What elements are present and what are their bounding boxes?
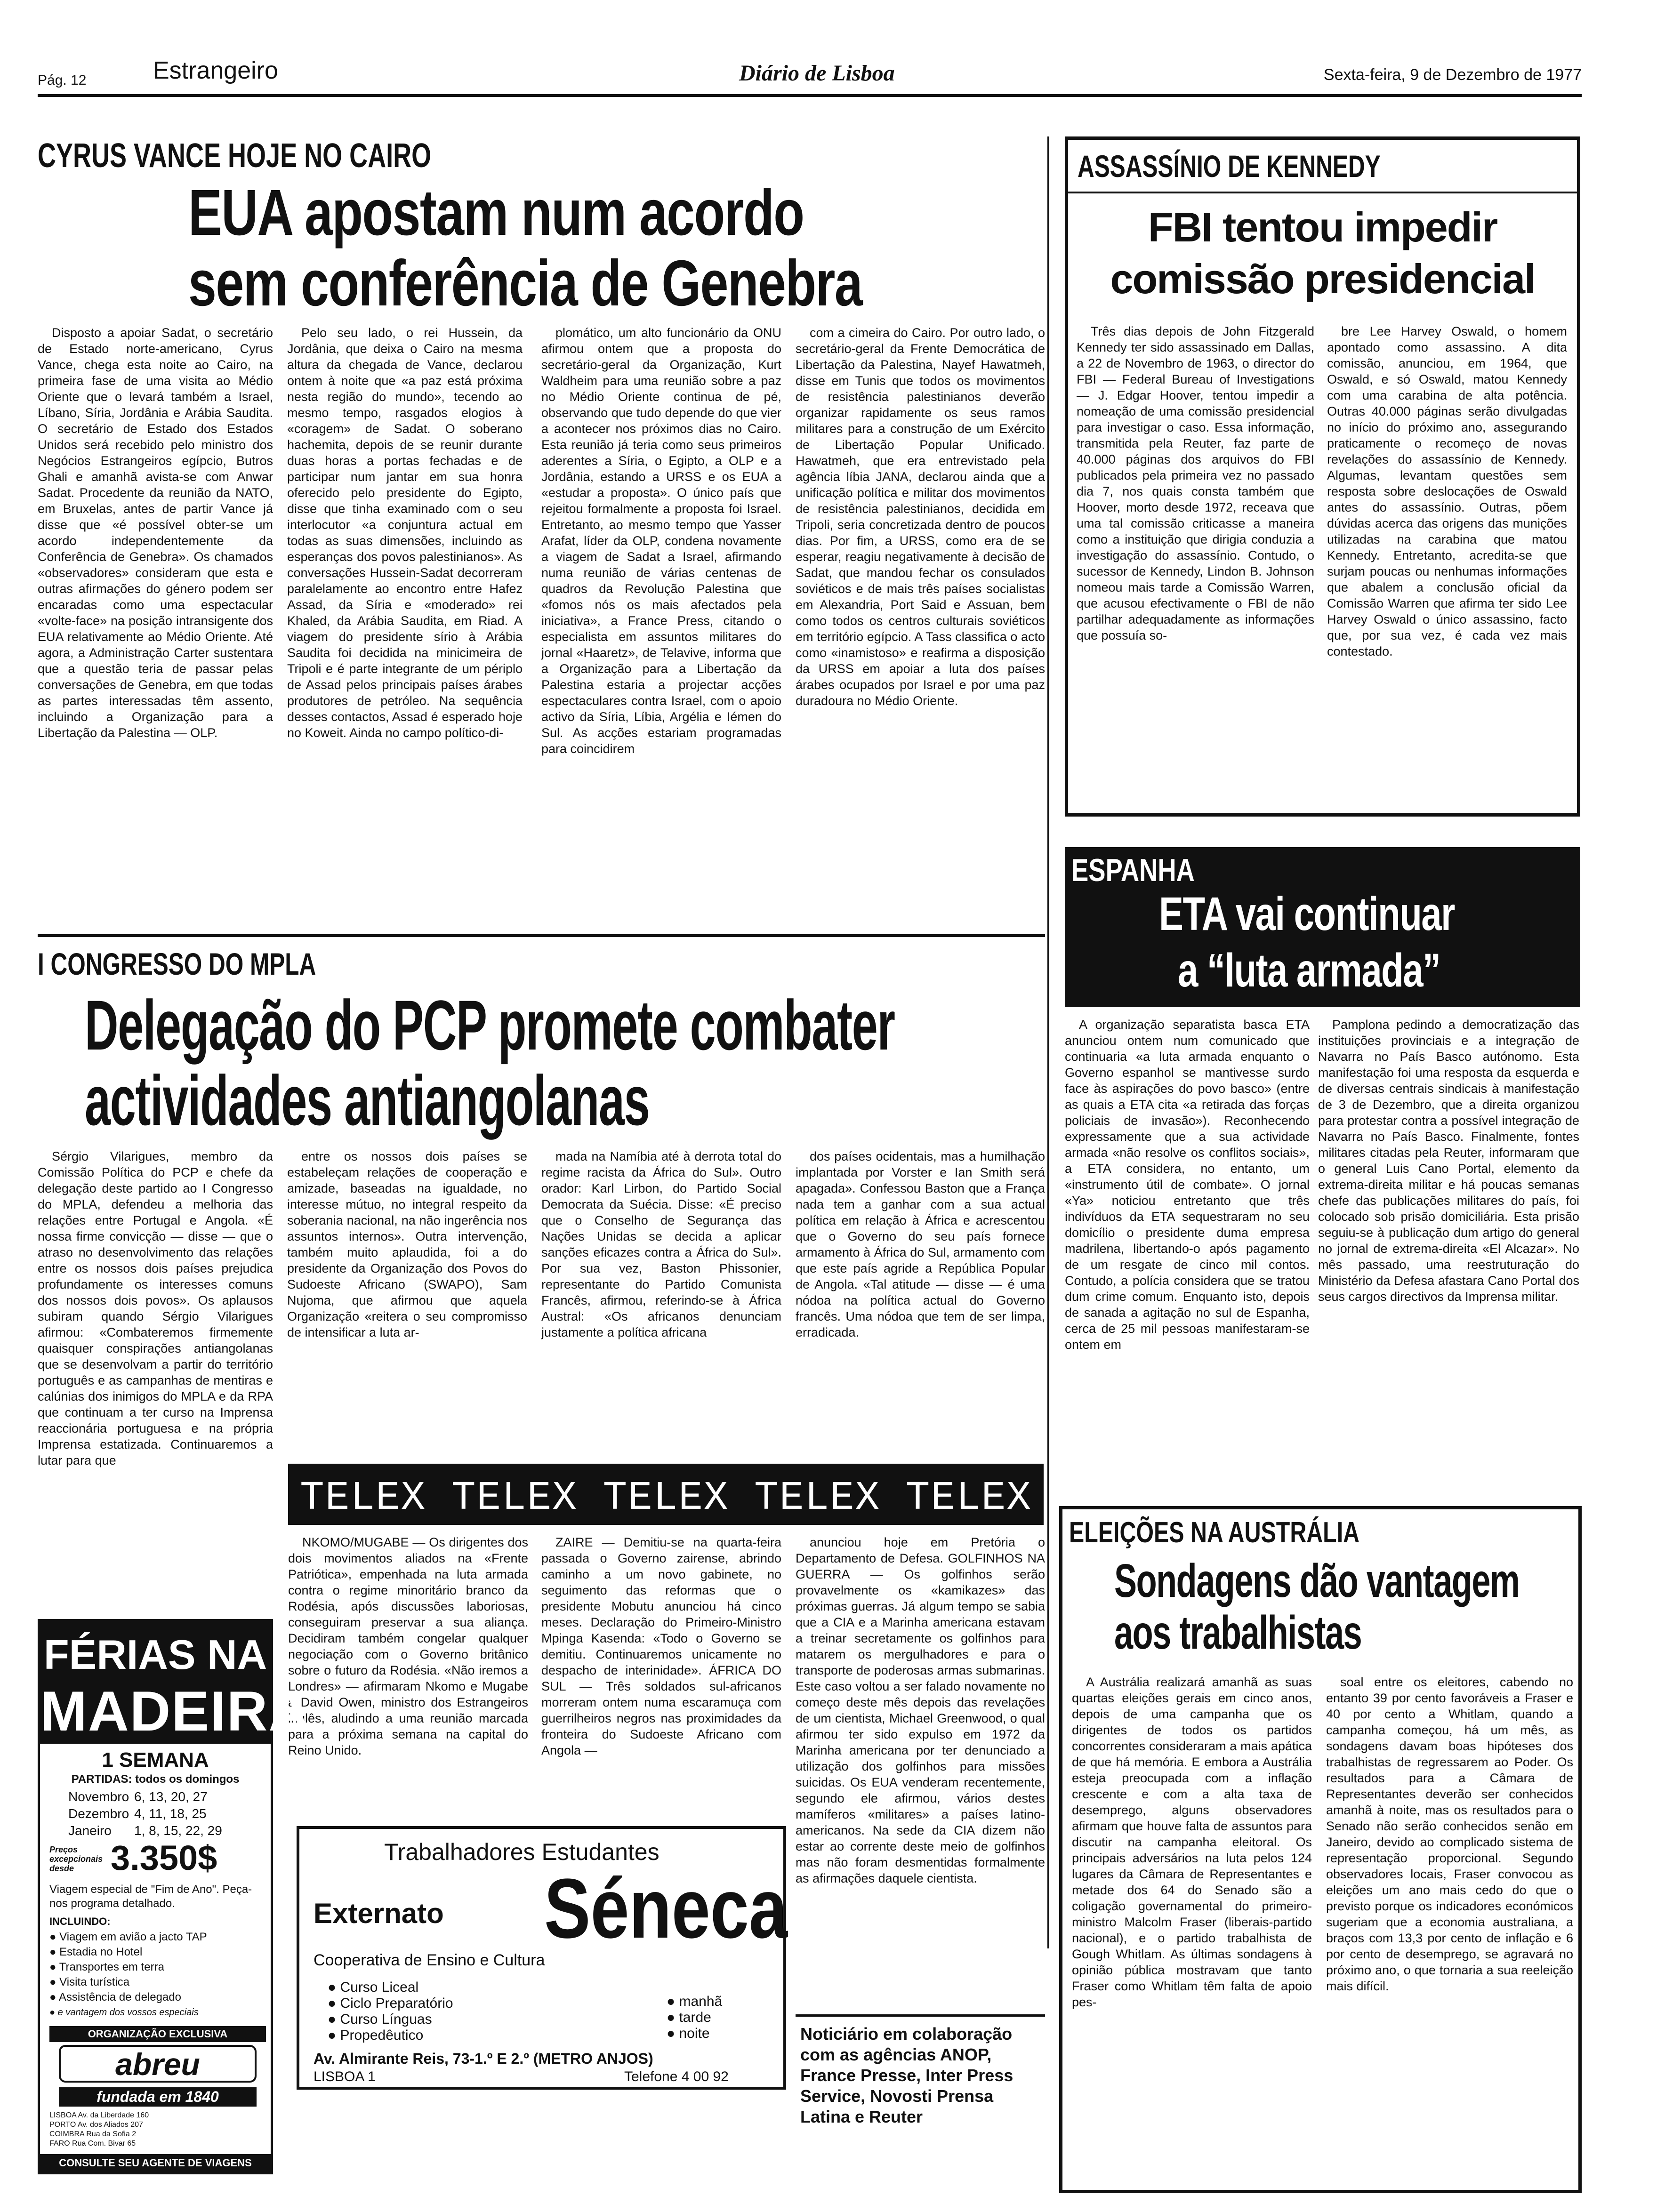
vance-kicker: CYRUS VANCE HOJE NO CAIRO	[38, 137, 432, 175]
list-item: ● noite	[667, 2026, 710, 2041]
kennedy-kicker: ASSASSÍNIO DE KENNEDY	[1078, 149, 1381, 184]
list-item: LISBOA Av. da Liberdade 160	[49, 2111, 149, 2119]
mpla-headline-2: actividades antiangolanas	[85, 1061, 650, 1140]
seneca-name: Séneca	[544, 1861, 788, 1956]
telex-col-2: ZAIRE — Demitiu-se na quarta-feira passada o Governo zairense, abrindo caminho a um novo gabinete, no seguimento das reformas que o presidente Mobutu anunciou há cinco meses. Declaração do Primeiro-Ministro Mpinga Kasenda: «Todo o Governo se demitiu. Continuaremos unicamente no despacho de interinidade». ÁFRICA DO SUL — Três soldados sul-africanos morreram ontem numa escaramuça com guerrilheiros negros nas proximidades da fronteira do Sudoeste Africano com Angola —	[541, 1535, 781, 1757]
list-item: ● e vantagem dos vossos especiais	[49, 2007, 199, 2018]
eta-headline-1: ETA vai continuar	[1159, 888, 1455, 940]
seneca-address: Av. Almirante Reis, 73-1.º E 2.º (METRO ANJOS)	[314, 2050, 653, 2067]
list-item: Novembro 6, 13, 20, 27	[68, 1789, 208, 1804]
list-item: COIMBRA Rua da Sofia 2	[49, 2130, 137, 2138]
australia-box	[1059, 1506, 1582, 2193]
seneca-phone: Telefone 4 00 92	[624, 2069, 729, 2084]
eta-headline-2: a “luta armada”	[1178, 944, 1440, 997]
madeira-includes-label: INCLUINDO:	[49, 1915, 111, 1927]
madeira-weeks: 1 SEMANA	[102, 1748, 209, 1771]
list-item: ● Visita turística	[49, 1976, 130, 1988]
vance-col-3: plomático, um alto funcionário da ONU afirmou ontem que a proposta do secretário-geral da Organização, Kurt Waldheim para uma reunião sobre a paz no Médio Oriente continua de pé, observando que tudo depende do que vier a acontecer nos próximos dias no Cairo. Esta reunião já teria como seus primeiros aderentes a Síria, o Egipto, a OLP e a Jordânia, estando a URSS e os EUA a «estudar a proposta». O único país que rejeitou formalmente a proposta foi Israel. Entretanto, ao mesmo tempo que Yasser Arafat, líder da OLP, condena novamente a viagem de Sadat a Israel, afirmando numa reunião de várias centenas de quadros da Revolução Palestina que «fomos nós os mais afectados pela iniciativa», a France Press, citando o especialista em assuntos militares do jornal «Haaretz», de Telavive, informa que a Organização para a Libertação da Palestina estaria a projectar acções espectaculares contra Israel, com o apoio activo da Síria, Líbia, Argélia e Iémen do Sul. As acções estariam programadas para coincidirem	[541, 326, 781, 756]
kennedy-col-1: Três dias depois de John Fitzgerald Kennedy ter sido assassinado em Dallas, a 22 de Novembro de 1963, o director do FBI — Federal Bureau of Investigations — J. Edgar Hoover, tentou impedir a nomeação de uma comissão presidencial para investigar o caso. Essa informação, transmitida pela Reuter, faz parte de 40.000 páginas dos arquivos do FBI publicados pela primeira vez no passado dia 7, nos quais consta também que Hoover, morto desde 1972, receava que uma tal comissão criticasse a maneira como a instituição que dirigia conduzia a investigação do assassínio. Contudo, o sucessor de Kennedy, Lindon B. Johnson nomeou mais tarde a Comissão Warren, que acusou efectivamente o FBI de não partilhar adequadamente as informações que possuía so-	[1077, 324, 1314, 642]
list-item: ● Ciclo Preparatório	[328, 1996, 453, 2011]
vance-headline-2: sem conferência de Genebra	[188, 247, 862, 320]
eta-col-2: Pamplona pedindo a democratização das instituições provinciais e a integração de Navarra no País Basco autónomo. Esta manifestação foi uma resposta da esquerda e de diversas centrais sindicais à manifestação de 3 de Dezembro, que a direita organizou para protestar contra a possível integração de Navarra no País Basco. Finalmente, fontes militares citadas pela Reuter, informaram que o general Luis Cano Portal, elemento da extrema-direita militar e há poucas semanas chefe das publicações militares do país, foi colocado sob prisão domiciliária. Esta prisão seguiu-se à publicação dum artigo do general no jornal de extrema-direita «El Alcazar». No mês passado, uma reestruturação do Ministério da Defesa afastara Cano Portal dos seus cargos directivos da Imprensa militar.	[1318, 1018, 1579, 1304]
madeira-price-label: Preços excepcionais desde	[49, 1845, 103, 1873]
list-item: ● Transportes em terra	[49, 1961, 164, 1973]
vertical-rule	[1047, 136, 1049, 1948]
mpla-col-3: mada na Namíbia até à derrota total do regime racista da África do Sul». Outro orador: Karl Lirbon, do Partido Social Democrata da Suécia. Disse: «É preciso que o Conselho de Segurança das Nações Unidas se decida a aplicar sanções eficazes contra a África do Sul». Por sua vez, Baston Phissonier, representante do Partido Comunista Francês, afirmou, referindo-se à África Austral: «Os africanos denunciam justamente a política africana	[541, 1149, 781, 1339]
madeira-consult: CONSULTE SEU AGENTE DE VIAGENS	[40, 2154, 271, 2172]
abreu-founded: fundada em 1840	[59, 2087, 257, 2107]
vance-col-2: Pelo seu lado, o rei Hussein, da Jordânia, que deixa o Cairo na mesma altura da chegada de Vance, declarou ontem à noite que «a paz está próxima nesta região do mundo», tecendo ao mesmo tempo, rasgados elogios à «coragem» de Sadat. O soberano hachemita, depois de se reunir durante duas horas a portas fechadas e de participar num jantar em sua honra oferecido pelo presidente do Egipto, disse que tinha examinado com o seu interlocutor «a conjuntura actual em todas as suas dimensões, incluindo as esperanças dos povos palestinianos». As conversações Hussein-Sadat decorreram paralelamente ao encontro entre Hafez Assad, da Síria e «moderado» rei Khaled, da Arábia Saudita, em Riad. A viagem do presidente sírio à Arábia Saudita foi decidida na minicimeira de Tripoli e é parte integrante de um périplo de Assad pelos principais países árabes produtores de petróleo. Na sequência desses contactos, Assad é esperado hoje no Koweit. Ainda no campo político-di-	[287, 326, 523, 740]
list-item: ● Propedêutico	[328, 2028, 424, 2043]
seneca-externato: Externato	[314, 1898, 444, 1929]
eta-col-1: A organização separatista basca ETA anunciou ontem num comunicado que continuaria «a luta armada enquanto o Governo espanhol se mantivesse surdo face às aspirações do povo basco» (entre as quais a ETA cita «a retirada das forças policiais de invasão»). Reconhecendo expressamente que a sua actividade armada «não resolve os conflitos sociais», a ETA considera, no entanto, um «instrumento útil de combate». O jornal «Ya» noticiou entretanto que três indivíduos da ETA sequestraram no seu domicílio o presidente duma empresa madrilena, libertando-o após pagamento de um resgate de cinco mil contos. Contudo, a polícia considera que se tratou dum crime comum. Enquanto isto, depois de sanada a agitação no sul de Espanha, cerca de 25 mil pessoas manifestaram-se ontem em	[1065, 1018, 1310, 1352]
list-item: Dezembro 4, 11, 18, 25	[68, 1806, 207, 1821]
seneca-ad	[297, 1826, 786, 2090]
masthead	[38, 56, 1582, 94]
telex-agencies-note: Noticiário em colaboração com as agências ANOP, France Presse, Inter Press Service, Novosti Prensa Latina e Reuter	[800, 2024, 1014, 2126]
kennedy-headline-2: comissão presidencial	[1110, 256, 1535, 302]
list-item: ● Viagem em avião a jacto TAP	[49, 1931, 207, 1943]
kennedy-headline-1: FBI tentou impedir	[1148, 204, 1497, 250]
mpla-kicker: I CONGRESSO DO MPLA	[38, 946, 316, 981]
telex-note-rule	[796, 2014, 1045, 2017]
masthead-rule	[38, 94, 1582, 97]
mpla-col-1: Sérgio Vilarigues, membro da Comissão Política do PCP e chefe da delegação deste partido ao I Congresso do MPLA, defendeu a melhoria das relações entre Portugal e Angola. «É nossa firme convicção — disse — que o atraso no desenvolvimento das relações entre os nossos dois países prejudica profundamente os interesses comuns dos nossos dois povos». Os aplausos subiram quando Sérgio Vilarigues afirmou: «Combateremos firmemente quaisquer conspirações antiangolanas que se desenvolvam a partir do território português e as campanhas de mentiras e calúnias dos inimigos do MPLA e da RPA que continuam a ter curso na Imprensa reaccionária portuguesa e na própria Imprensa estatizada. Continuaremos a lutar para que	[38, 1149, 273, 1467]
madeira-title-band	[40, 1621, 310, 1744]
list-item: ● Curso Liceal	[328, 1980, 419, 1995]
mpla-col-2: entre os nossos dois países se estabeleçam relações de cooperação e amizade, baseadas na igualdade, no interesse mútuo, no integral respeito da soberania nacional, na não ingerência nos assuntos internos». Outra intervenção, também muito aplaudida, foi a do presidente da Organização dos Povos do Sudoeste Africano (SWAPO), Sam Nujoma, que afirmou que aquela Organização «reitera o seu compromisso de intensificar a luta ar-	[287, 1149, 527, 1339]
mpla-col-4: dos países ocidentais, mas a humilhação implantada por Vorster e Ian Smith será apagada». Confessou Baston que a França nada tem a ganhar com a sua actual política em relação à África e acrescentou que o Governo do seu país fornece armamento à África do Sul, armamento com que este país agride a República Popular de Angola. «Tal atitude — disse — é uma nódoa na política actual do Governo francês. Uma nódoa que tem de ser limpa, erradicada.	[796, 1149, 1045, 1339]
list-item: ● Estadia no Hotel	[49, 1946, 143, 1958]
list-item: PORTO Av. dos Aliados 207	[49, 2121, 143, 2129]
issue-date: Sexta-feira, 9 de Dezembro de 1977	[1323, 66, 1582, 84]
newspaper-name: Diário de Lisboa	[739, 61, 895, 86]
madeira-departures: PARTIDAS: todos os domingos	[71, 1773, 240, 1786]
madeira-title-1: FÉRIAS NA	[43, 1631, 267, 1678]
madeira-ad	[38, 1619, 310, 2174]
madeira-title-2: MADEIRA	[40, 1680, 310, 1743]
seneca-courses	[328, 1980, 453, 2044]
list-item: Janeiro 1, 8, 15, 22, 29	[68, 1823, 222, 1838]
eta-kicker: ESPANHA	[1071, 852, 1195, 888]
kennedy-col-2: bre Lee Harvey Oswald, o homem apontado como assassino. A dita comissão, anunciou, em 1964, que Oswald, e só Oswald, matou Kennedy com uma carabina de alta potência. Outras 40.000 páginas serão divulgadas no início do próximo ano, assegurando praticamente o recomeço de novas revelações do assassínio de Kennedy. Algumas, levantam questões sem resposta sobre deslocações de Oswald antes do assassínio. Outras, põem dúvidas acerca das origens das munições utilizadas na carabina que matou Kennedy. Entretanto, acredita-se que surjam poucas ou nenhumas informações que abalem a conclusão oficial da Comissão Warren que afirma ter sido Lee Harvey Oswald o único assassino, facto que, por sua vez, é cada vez mais contestado.	[1327, 324, 1567, 658]
madeira-includes	[49, 1930, 266, 2020]
telex-col-3: anunciou hoje em Pretória o Departamento de Defesa. GOLFINHOS NA GUERRA — Os golfinhos serão provavelmente os «kamikazes» das próximas guerras. Já algum tempo se sabia que a CIA e a Marinha americana estavam a treinar secretamente os golfinhos para matarem os mergulhadores e para o transporte de poderosas armas submarinas. Este caso voltou a ser falado novamente no começo deste mês depois das revelações de um cientista, Michael Greenwood, o qual afirmou ter sido expulso em 1972 da Marinha americana por ter denunciado a utilização dos golfinhos para missões suicidas. Os EUA venderam recentemente, segundo ele afirmou, vários destes mamíferos «militares» a países latino-americanos. Na sede da CIA dizem não estar ao corrente deste meio de golfinhos mas não foram desmentidas formalmente as afirmações daquele cientista.	[796, 1535, 1045, 1885]
page-number: Pág. 12	[38, 72, 87, 88]
madeira-price: 3.350$	[111, 1838, 217, 1877]
seneca-top: Trabalhadores Estudantes	[384, 1839, 660, 1865]
list-item: ● manhã	[667, 1994, 723, 2009]
australia-col-1: A Austrália realizará amanhã as suas quartas eleições gerais em cinco anos, depois de uma campanha que os dirigentes de todos os partidos concorrentes consideraram a mais apática de que há memória. E embora a Austrália esteja preocupada com a inflação crescente e com a alta taxa de desemprego, alguns observadores afirmam que houve falta de assuntos para discutir na campanha eleitoral. Os principais adversários na luta pelos 124 lugares da Câmara de Representantes e metade dos 64 do Senado são a coligação governamental do primeiro-ministro Malcolm Fraser (liberais-partido nacional), e o partido trabalhista de Gough Whitlam. As últimas sondagens à opinião pública mostravam que tanto Fraser como Whitlam têm falta de apoio pes-	[1072, 1675, 1312, 2009]
madeira-org-label: ORGANIZAÇÃO EXCLUSIVA	[49, 2026, 266, 2042]
kennedy-kicker-rule	[1068, 192, 1577, 193]
list-item: ● Assistência de delegado	[49, 1991, 182, 2004]
telex-banner	[288, 1464, 1044, 1525]
australia-headline-1: Sondagens dão vantagem	[1114, 1555, 1520, 1607]
australia-kicker: ELEIÇÕES NA AUSTRÁLIA	[1069, 1516, 1360, 1549]
mpla-headline-1: Delegação do PCP promete combater	[85, 986, 895, 1065]
section-title: Estrangeiro	[153, 57, 278, 84]
telex-col-1: NKOMO/MUGABE — Os dirigentes dos dois movimentos aliados na «Frente Patriótica», empenhada na luta armada contra o regime minoritário branco da Rodésia, após discussões laboriosas, conseguiram preservar a sua aliança. Decidiram também congelar qualquer negociação com o Governo britânico sobre o futuro da Rodésia. «Não iremos a Londres» — afirmaram Nkomo e Mugabe a David Owen, ministro dos Estrangeiros inglês, aludindo a uma reunião marcada para a próxima semana na capital do Reino Unido.	[288, 1535, 528, 1757]
list-item: ● Curso Línguas	[328, 2012, 432, 2027]
abreu-logo: abreu	[59, 2045, 257, 2083]
australia-col-2: soal entre os eleitores, cabendo no entanto 39 por cento favoráveis a Fraser e 40 por cento a Whitlam, quando a campanha começou, há um mês, as sondagens davam boas hipóteses dos trabalhistas de regressarem ao Poder. Os resultados para a Câmara de Representantes deverão ser conhecidos amanhã à noite, mas os resultados para o Senado não serão conhecidos senão em Janeiro, devido ao complicado sistema de representação proporcional. Segundo observadores locais, Fraser convocou as eleições um ano mais cedo do que o previsto porque os indicadores económicos sugeriam que a economia australiana, a braços com 13,3 por cento de inflação e 6 por cento de desemprego, se agravará no próximo ano, o que tornaria a sua reeleição mais difícil.	[1326, 1675, 1573, 1993]
abreu-offices	[49, 2111, 266, 2148]
seneca-coop: Cooperativa de Ensino e Cultura	[314, 1951, 545, 1969]
telex-banner-text: TELEX TELEX TELEX TELEX TELEX	[300, 1475, 1032, 1521]
vance-bottom-rule	[38, 934, 1045, 937]
seneca-city: LISBOA 1	[314, 2069, 376, 2084]
kennedy-box	[1065, 136, 1580, 817]
vance-col-4: com a cimeira do Cairo. Por outro lado, o secretário-geral da Frente Democrática de Libertação da Palestina, Nayef Hawatmeh, disse em Tunis que todos os movimentos de resistência palestinianos deverão organizar rapidamente os seus ramos militares para a construção de um Exército de Libertação Popular Unificado. Hawatmeh, que era entrevistado pela agência líbia JANA, declarou ainda que a unificação política e militar dos movimentos de resistência palestinianos, decidida em Tripoli, seria concretizada dentro de poucos dias. Por fim, a URSS, como era de se esperar, reagiu negativamente à decisão de Sadat, que mandou fechar os consulados soviéticos e de mais três países socialistas em Alexandria, Port Said e Assuan, bem como todos os centros culturais soviéticos em território egípcio. A Tass classifica o acto como «inamistoso» e reafirma a disposição da URSS em apoiar a luta dos países árabes ocupados por Israel e por uma paz duradoura no Médio Oriente.	[796, 326, 1045, 708]
vance-headline-1: EUA apostam num acordo	[188, 176, 804, 249]
seneca-times	[667, 1994, 722, 2042]
madeira-special: Viagem especial de "Fim de Ano". Peça-nos programa detalhado.	[49, 1883, 252, 1910]
list-item: ● tarde	[667, 2010, 711, 2025]
australia-headline-2: aos trabalhistas	[1114, 1606, 1362, 1659]
vance-col-1: Disposto a apoiar Sadat, o secretário de Estado norte-americano, Cyrus Vance, chega esta noite ao Cairo, na primeira fase de uma visita ao Médio Oriente que o levará também a Israel, Líbano, Síria, Jordânia e Arábia Saudita. O secretário de Estado dos Estados Unidos será recebido pelo ministro dos Negócios Estrangeiros egípcio, Butros Ghali e amanhã avista-se com Anwar Sadat. Procedente da reunião da NATO, em Bruxelas, antes de partir Vance já disse que «é possível obter-se um acordo independentemente da Conferência de Genebra». Os chamados «observadores» consideram que esta e outras afirmações do género podem ser encaradas como uma espectacular «volte-face» na posição intransigente dos EUA relativamente ao Médio Oriente. Até agora, a Administração Carter sustentara que a questão teria de passar pelas conversações de Genebra, em que todas as partes interessadas têm assento, incluindo a Organização para a Libertação da Palestina — OLP.	[38, 326, 273, 740]
list-item: FARO Rua Com. Bivar 65	[49, 2140, 136, 2148]
eta-header	[1065, 847, 1580, 1007]
madeira-dates	[68, 1788, 266, 1839]
